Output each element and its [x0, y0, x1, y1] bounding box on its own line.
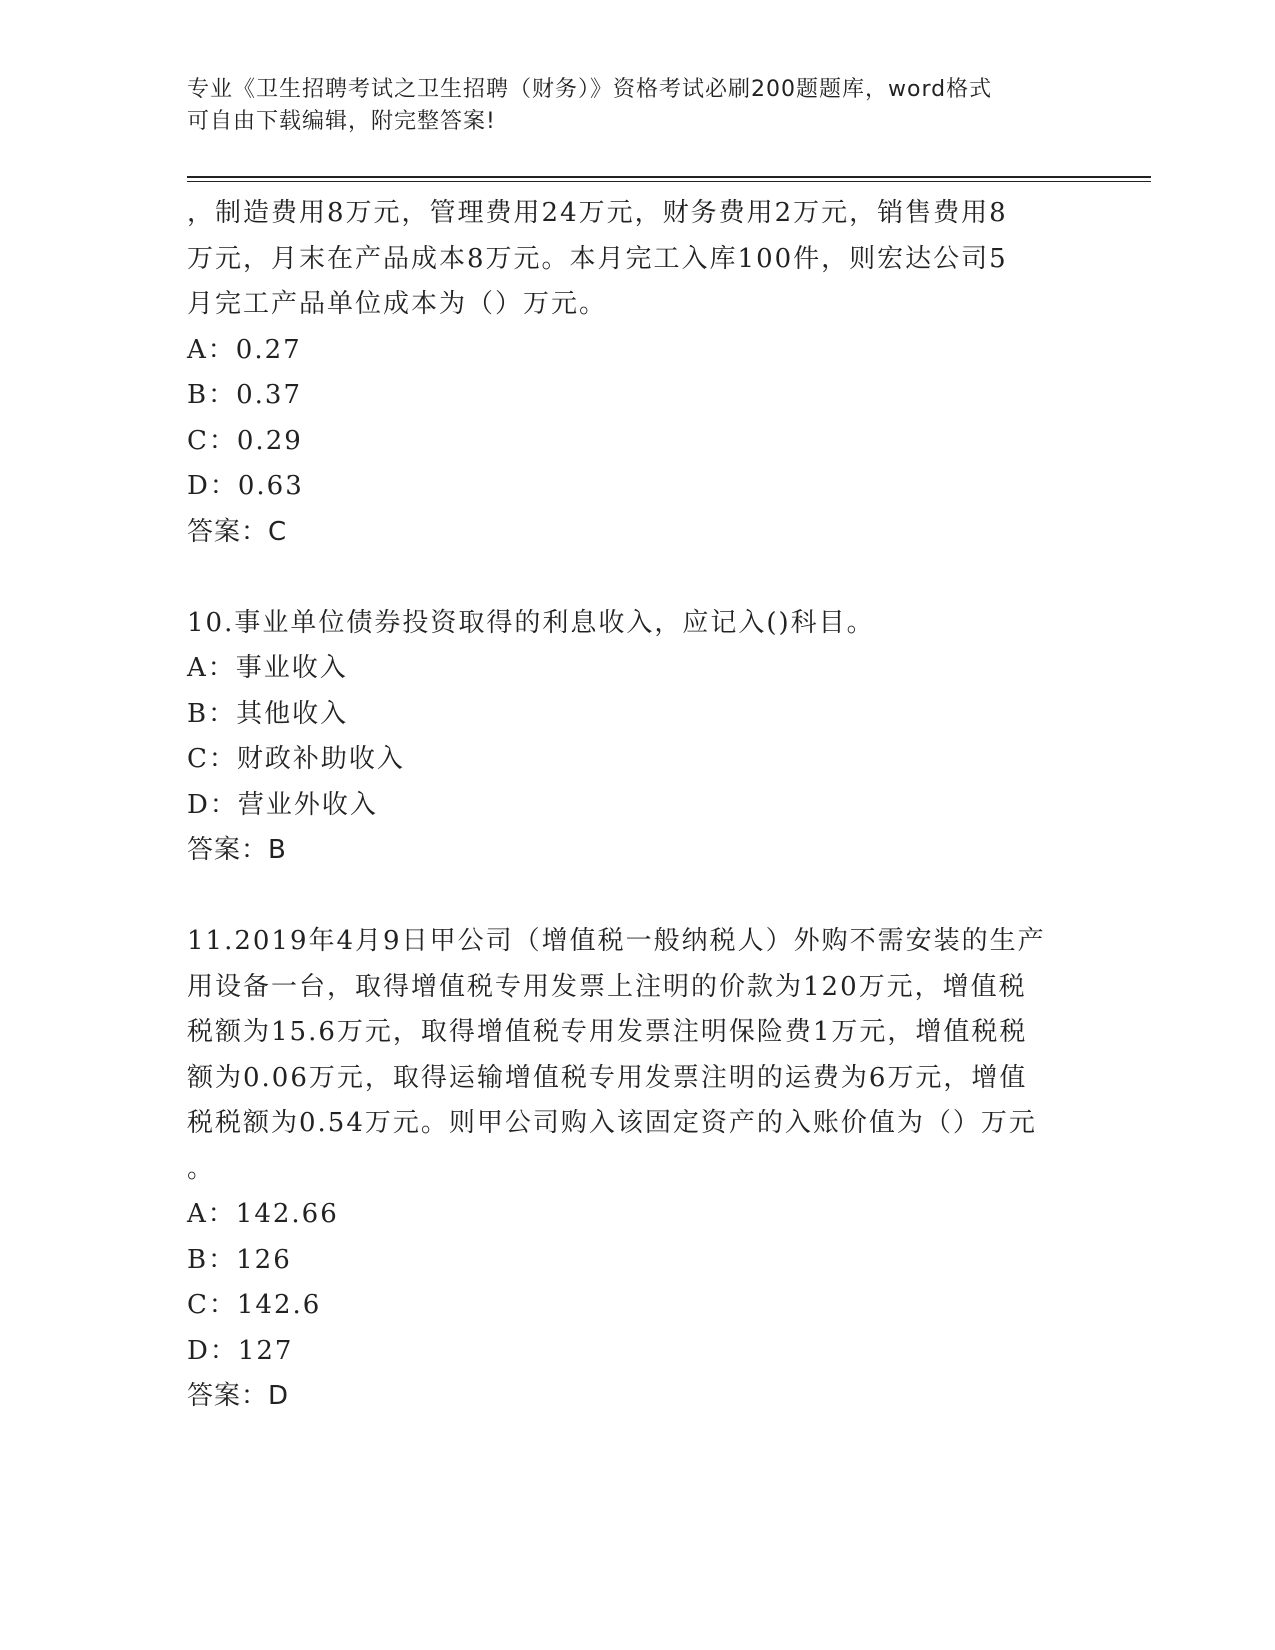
question-11	[187, 919, 1087, 1420]
question-9-option-a: A：0.27	[187, 334, 302, 365]
question-11-stem-line-5: 税税额为0.54万元。则甲公司购入该固定资产的入账价值为（）万元	[187, 1108, 1037, 1138]
question-9-option-c: C：0.29	[187, 425, 303, 456]
question-9-stem-line-2: 万元，月末在产品成本8万元。本月完工入库100件，则宏达公司5	[187, 243, 1008, 274]
question-9-option-d: D：0.63	[187, 471, 304, 501]
question-10-stem-line-1: 10.事业单位债券投资取得的利息收入，应记入()科目。	[187, 607, 875, 638]
question-11-stem-line-2: 用设备一台，取得增值税专用发票上注明的价款为120万元，增值税	[187, 971, 1027, 1002]
question-9	[187, 191, 1087, 555]
spacer	[187, 874, 1087, 920]
question-11-stem-line-6: 。	[187, 1153, 216, 1184]
question-11-option-a: A：142.66	[187, 1199, 339, 1229]
question-10	[187, 601, 1087, 874]
question-11-stem-line-1: 11.2019年4月9日甲公司（增值税一般纳税人）外购不需安装的生产	[187, 926, 1046, 956]
question-10-option-c: C：财政补助收入	[187, 744, 405, 774]
header-divider-thick	[187, 176, 1151, 178]
spacer	[187, 555, 1087, 601]
question-11-option-d: D：127	[187, 1335, 294, 1366]
question-9-stem-line-3: 月完工产品单位成本为（）万元。	[187, 289, 608, 319]
question-10-option-a: A：事业收入	[187, 653, 348, 683]
question-9-stem-line-1: ，制造费用8万元，管理费用24万元，财务费用2万元，销售费用8	[187, 198, 1008, 228]
question-10-option-b: B：其他收入	[187, 698, 349, 729]
question-content	[187, 191, 1087, 1420]
question-11-option-b: B：126	[187, 1244, 292, 1275]
question-10-option-d: D：营业外收入	[187, 789, 378, 820]
question-11-option-c: C：142.6	[187, 1290, 322, 1320]
question-9-answer: 答案：C	[187, 516, 288, 547]
header-title-line-1: 专业《卫生招聘考试之卫生招聘（财务）》资格考试必刷200题题库，word格式	[187, 77, 993, 102]
question-11-stem-line-3: 税额为15.6万元，取得增值税专用发票注明保险费1万元，增值税税	[187, 1017, 1028, 1047]
header-divider-thin	[187, 181, 1151, 182]
question-11-stem-line-4: 额为0.06万元，取得运输增值税专用发票注明的运费为6万元，增值	[187, 1062, 1028, 1093]
question-11-answer: 答案：D	[187, 1381, 290, 1411]
header-title-line-2: 可自由下载编辑，附完整答案!	[187, 109, 496, 134]
question-10-answer: 答案：B	[187, 835, 287, 865]
document-header	[187, 74, 1087, 138]
question-9-option-b: B：0.37	[187, 380, 302, 410]
